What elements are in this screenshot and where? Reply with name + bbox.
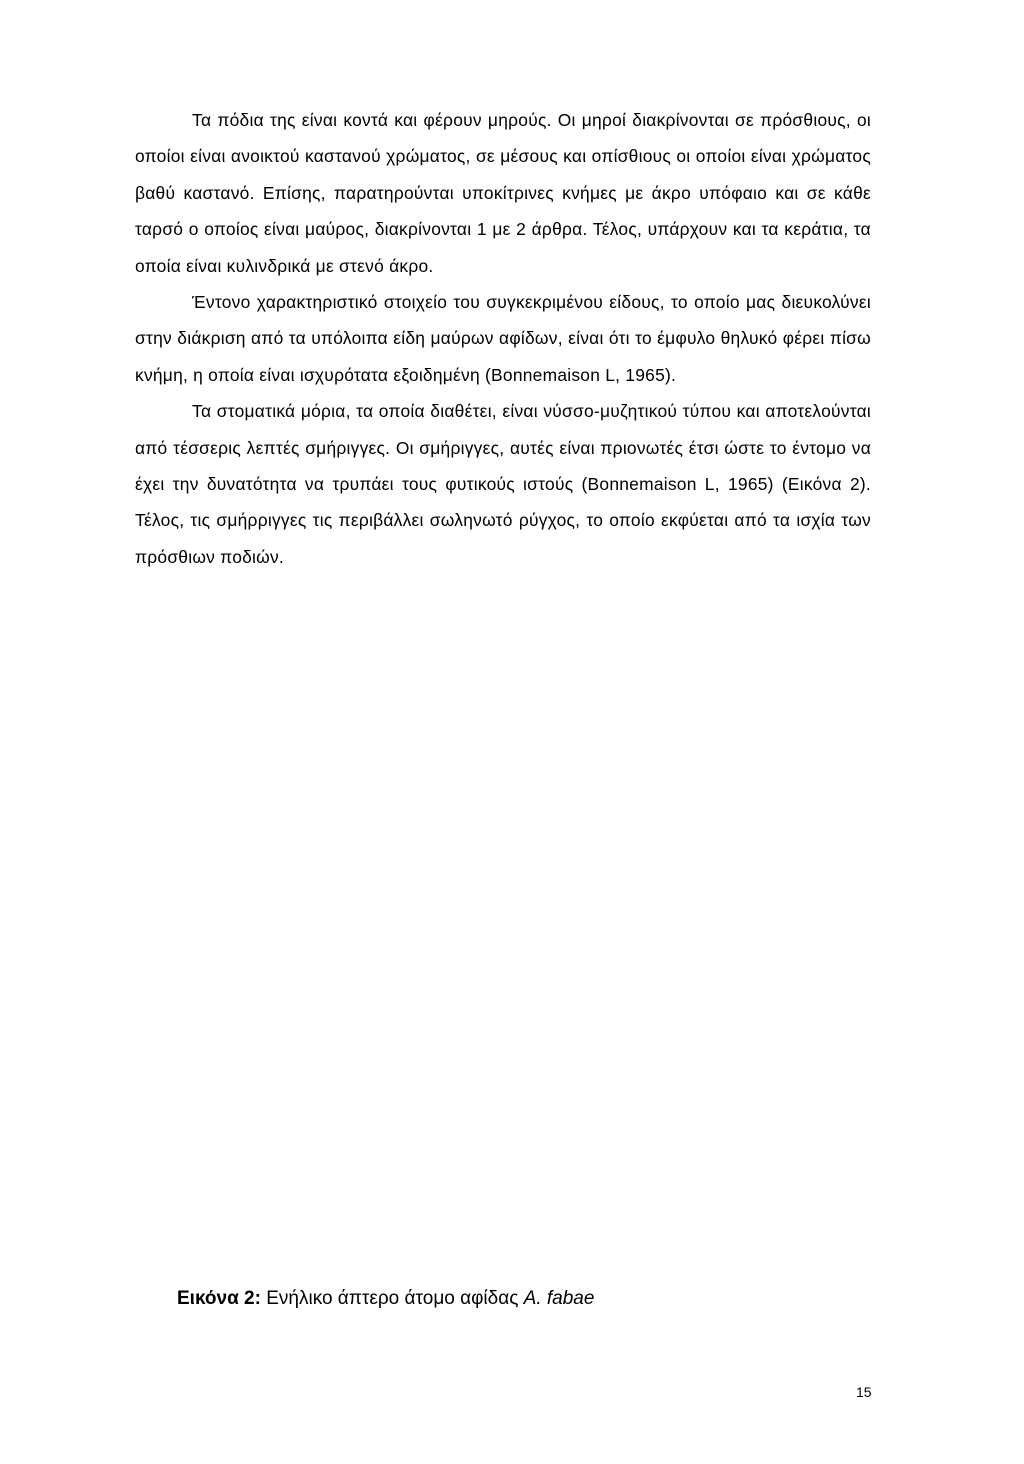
caption-text: Ενήλικο άπτερο άτομο αφίδας (260, 1288, 524, 1309)
caption-label: Εικόνα 2: (177, 1288, 261, 1309)
paragraph-distinctive-feature: Έντονο χαρακτηριστικό στοιχείο του συγκεκριμένου είδους, το οποίο μας διευκολύνει στην διάκριση από τα υπόλοιπα είδη μαύρων αφίδων, είναι ότι το έμφυλο θηλυκό φέρει πίσω κνήμη, η οποία είναι ισχυρότατα εξοιδημένη (Bonnemaison L, 1965). (135, 292, 871, 385)
figure-caption (177, 1285, 594, 1313)
paragraph-legs: Τα πόδια της είναι κοντά και φέρουν μηρούς. Οι μηροί διακρίνονται σε πρόσθιους, οι οποίοι είναι ανοικτού καστανού χρώματος, σε μέσους και οπίσθιους οι οποίοι είναι χρώματος βαθύ καστανό. Επίσης, παρατηρούνται υποκίτρινες κνήμες με άκρο υπόφαιο και σε κάθε ταρσό ο οποίος είναι μαύρος, διακρίνονται 1 με 2 άρθρα. Τέλος, υπάρχουν και τα κεράτια, τα οποία είναι κυλινδρικά με στενό άκρο. (135, 110, 871, 276)
page-number: 15 (856, 1384, 872, 1400)
caption-species: A. fabae (523, 1288, 595, 1309)
body-text (135, 102, 871, 575)
paragraph-mouthparts: Τα στοματικά μόρια, τα οποία διαθέτει, είναι νύσσο-μυζητικού τύπου και αποτελούνται από τέσσερις λεπτές σμήριγγες. Οι σμήριγγες, αυτές είναι πριονωτές έτσι ώστε το έντομο να έχει την δυνατότητα να τρυπάει τους φυτικούς ιστούς (Bonnemaison L, 1965) (Εικόνα 2). Τέλος, τις σμήρριγγες τις περιβάλλει σωληνωτό ρύγχος, το οποίο εκφύεται από τα ισχία των πρόσθιων ποδιών. (135, 401, 871, 567)
